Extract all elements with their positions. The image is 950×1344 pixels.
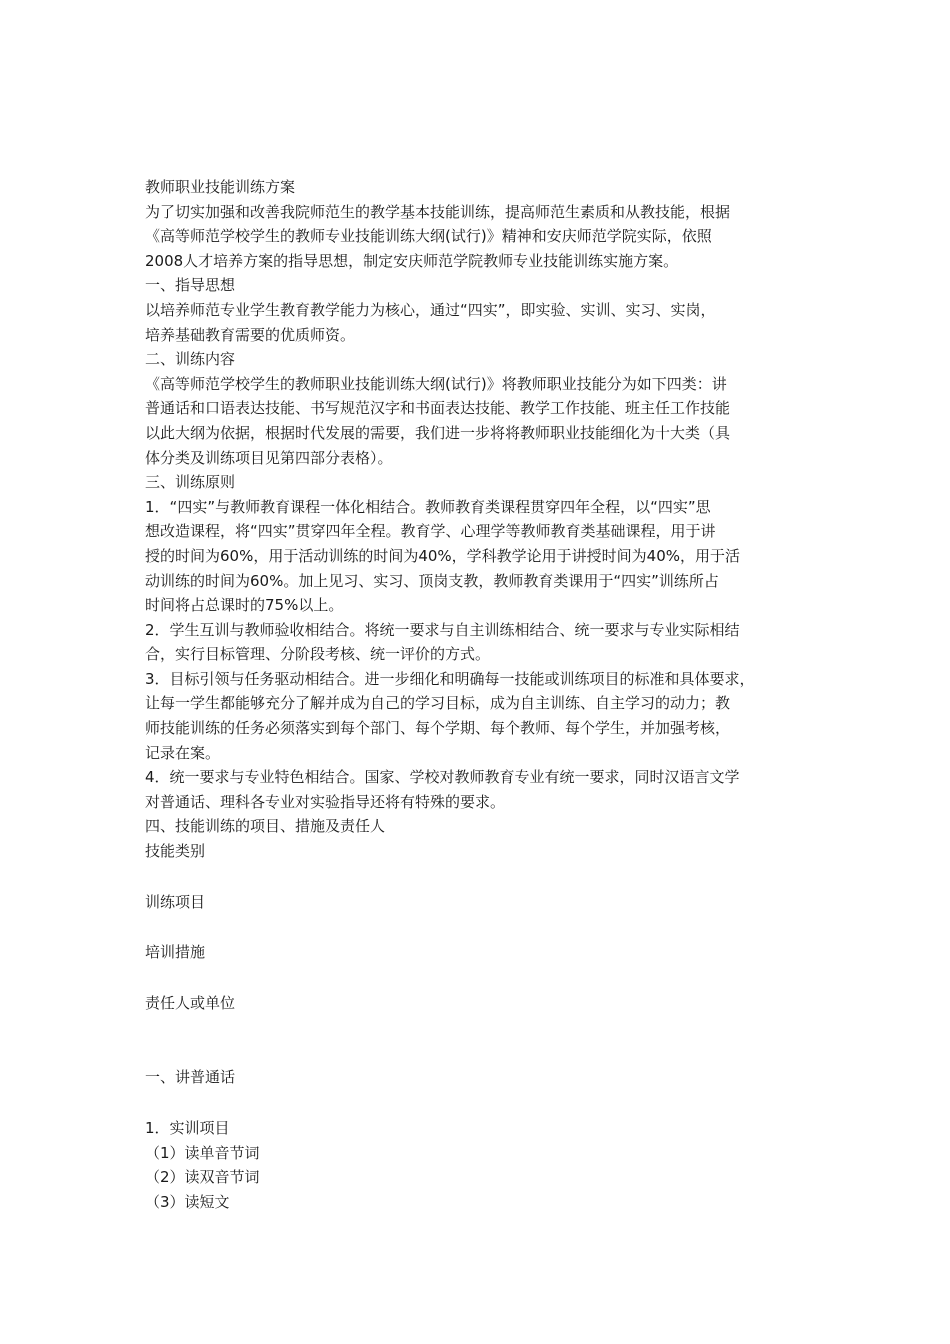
paragraph-line: 时间将占总课时的75%以上。 [145,596,344,615]
intro-line: 为了切实加强和改善我院师范生的教学基本技能训练，提高师范生素质和从教技能，根据 [145,202,731,221]
document-page [145,175,825,1214]
paragraph-line: 《高等师范学校学生的教师职业技能训练大纲(试行)》将教师职业技能分为如下四类：讲 [145,374,727,393]
spacer [145,1015,825,1065]
guiding-ideology-paragraph [145,298,825,347]
paragraph-line: 普通话和口语表达技能、书写规范汉字和书面表达技能、教学工作技能、班主任工作技能 [145,399,731,418]
table-header-skill-category: 技能类别 [145,842,206,861]
intro-paragraph [145,200,825,274]
paragraph-line: 对普通话、理科各专业对实验指导还将有特殊的要求。 [145,792,506,811]
skill-category-putonghua: 一、讲普通话 [145,1068,236,1087]
principle-1 [145,495,825,618]
paragraph-line: 体分类及训练项目见第四部分表格）。 [145,448,393,467]
spacer [145,914,825,940]
paragraph-line: 让每一学生都能够充分了解并成为自己的学习目标，成为自主训练、自主学习的动力；教 [145,694,731,713]
section-heading-training-principles: 三、训练原则 [145,473,236,492]
paragraph-line: 1．“四实”与教师教育课程一体化相结合。教师教育类课程贯穿四年全程，以“四实”思 [145,497,711,516]
paragraph-line: 师技能训练的任务必须落实到每个部门、每个学期、每个教师、每个学生，并加强考核， [145,719,731,738]
paragraph-line: 授的时间为60%，用于活动训练的时间为40%，学科教学论用于讲授时间为40%，用于活 [145,546,741,565]
spacer [145,1090,825,1116]
training-content-paragraph [145,372,825,470]
paragraph-line: 动训练的时间为60%。加上见习、实习、顶岗支教，教师教育类课用于“四实”训练所占 [145,571,719,590]
table-header-training-project: 训练项目 [145,892,206,911]
paragraph-line: 想改造课程，将“四实”贯穿四年全程。教育学、心理学等教师教育类基础课程，用于讲 [145,522,716,541]
spacer [145,965,825,991]
intro-line: 《高等师范学校学生的教师专业技能训练大纲(试行)》精神和安庆师范学院实际，依照 [145,227,712,246]
table-header-responsible-unit: 责任人或单位 [145,993,236,1012]
principle-4 [145,765,825,814]
project-title: 1．实训项目 [145,1119,230,1137]
paragraph-line: 以此大纲为依据，根据时代发展的需要，我们进一步将将教师职业技能细化为十大类（具 [145,423,731,442]
paragraph-line: 记录在案。 [145,743,221,762]
document-title: 教师职业技能训练方案 [145,178,296,196]
list-item: （2）读双音节词 [145,1168,260,1187]
paragraph-line: 4．统一要求与专业特色相结合。国家、学校对教师教育专业有统一要求，同时汉语言文学 [145,768,740,787]
table-header-training-measures: 培训措施 [145,943,206,962]
paragraph-line: 培养基础教育需要的优质师资。 [145,325,356,344]
section-heading-skill-projects: 四、技能训练的项目、措施及责任人 [145,817,386,836]
spacer [145,864,825,890]
section-heading-guiding-ideology: 一、指导思想 [145,276,236,295]
paragraph-line: 合，实行目标管理、分阶段考核、统一评价的方式。 [145,645,491,664]
principle-2 [145,618,825,667]
principle-3 [145,667,825,765]
list-item: （1）读单音节词 [145,1143,260,1162]
paragraph-line: 3．目标引领与任务驱动相结合。进一步细化和明确每一技能或训练项目的标准和具体要求， [145,669,755,688]
list-item: （3）读短文 [145,1192,230,1211]
paragraph-line: 2．学生互训与教师验收相结合。将统一要求与自主训练相结合、统一要求与专业实际相结 [145,620,740,639]
section-heading-training-content: 二、训练内容 [145,350,236,369]
paragraph-line: 以培养师范专业学生教育教学能力为核心，通过“四实”，即实验、实训、实习、实岗， [145,300,716,319]
intro-line: 2008人才培养方案的指导思想，制定安庆师范学院教师专业技能训练实施方案。 [145,251,679,270]
